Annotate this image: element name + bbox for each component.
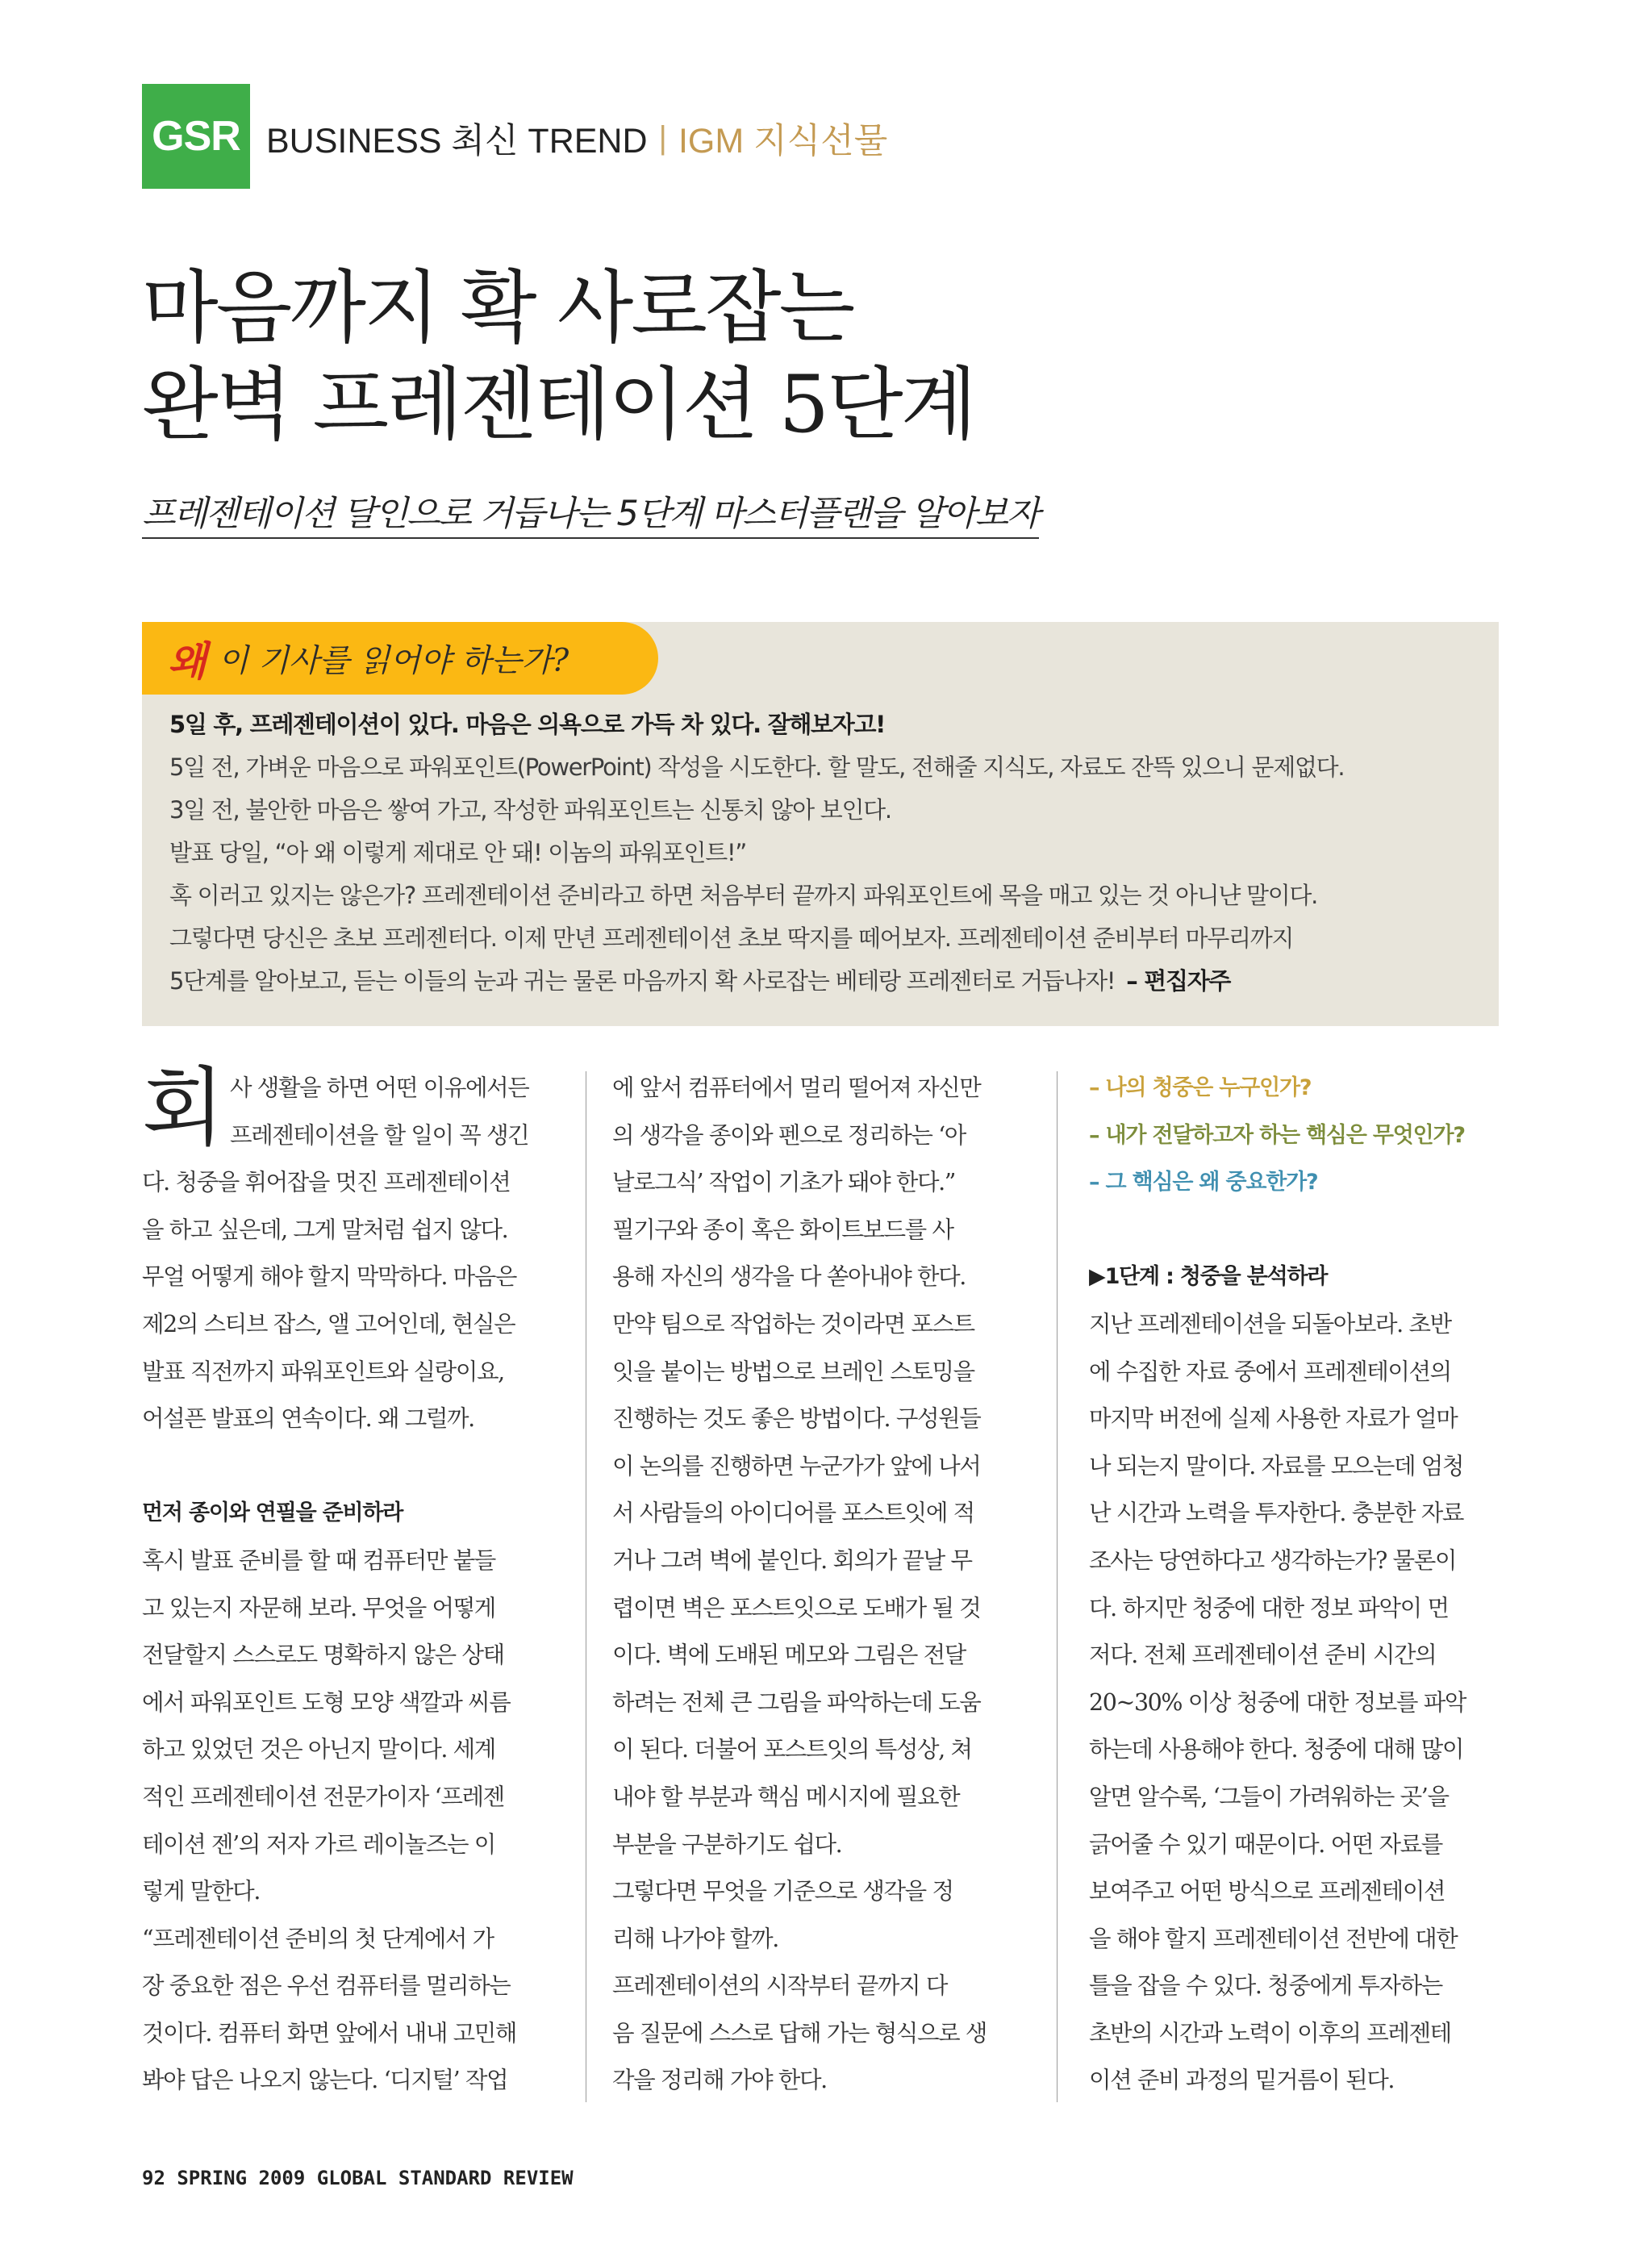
why-heading-tab [142, 622, 658, 695]
body-line: 그렇다면 무엇을 기준으로 생각을 정 [612, 1878, 953, 1905]
body-line: 의 생각을 종이와 펜으로 정리하는 ‘아 [612, 1121, 966, 1149]
body-line: 다. 청중을 휘어잡을 멋진 프레젠테이션 [142, 1169, 511, 1196]
body-line: 것이다. 컴퓨터 화면 앞에서 내내 고민해 [142, 2019, 517, 2047]
body-line: 거나 그려 벽에 붙인다. 회의가 끝날 무 [612, 1546, 972, 1574]
key-question-1: – 나의 청중은 누구인가? [1089, 1075, 1312, 1100]
step-1-heading: ▶1단계 : 청중을 분석하라 [1089, 1264, 1328, 1290]
column-2 [612, 1065, 1020, 2105]
why-word: 왜 [168, 637, 207, 685]
body-line: 발표 직전까지 파워포인트와 실랑이요, [142, 1358, 504, 1385]
body-line: 하려는 전체 큰 그림을 파악하는데 도움 [612, 1688, 981, 1716]
editor-credit: – 편집자주 [1126, 967, 1231, 995]
body-line: 이다. 벽에 도배된 메모와 그림은 전달 [612, 1642, 966, 1669]
body-line: 지난 프레젠테이션을 되돌아보라. 초반 [1089, 1310, 1451, 1337]
body-line: 내야 할 부분과 핵심 메시지에 필요한 [612, 1783, 960, 1810]
body-line: 저다. 전체 프레젠테이션 준비 시간의 [1089, 1642, 1437, 1669]
body-line: 렇게 말한다. [142, 1878, 260, 1905]
body-line: 무얼 어떻게 해야 할지 막막하다. 마음은 [142, 1263, 517, 1291]
intro-line: 5단계를 알아보고, 듣는 이들의 눈과 귀는 물론 마음까지 확 사로잡는 베테랑 프레젠터로 거듭나자! [169, 967, 1116, 995]
intro-line: 그렇다면 당신은 초보 프레젠터다. 이제 만년 프레젠테이션 초보 딱지를 떼어보자. 프레젠테이션 준비부터 마무리까지 [169, 924, 1294, 952]
body-line: 틀을 잡을 수 있다. 청중에게 투자하는 [1089, 1972, 1442, 2000]
body-line: 프레젠테이션의 시작부터 끝까지 다 [612, 1972, 947, 2000]
column-1 [142, 1058, 550, 2105]
key-question-3: – 그 핵심은 왜 중요한가? [1089, 1170, 1318, 1196]
body-line: 렵이면 벽은 포스트잇으로 도배가 될 것 [612, 1594, 981, 1621]
body-line: “프레젠테이션 준비의 첫 단계에서 가 [142, 1925, 494, 1952]
body-line: 난 시간과 노력을 투자한다. 충분한 자료 [1089, 1500, 1464, 1527]
intro-line: 혹 이러고 있지는 않은가? 프레젠테이션 준비라고 하면 처음부터 끝까지 파워포인트에 목을 매고 있는 것 아니냔 말이다. [169, 882, 1318, 909]
body-line: 보여주고 어떤 방식으로 프레젠테이션 [1089, 1878, 1446, 1905]
body-line: 적인 프레젠테이션 전문가이자 ‘프레젠 [142, 1783, 504, 1810]
body-line: 진행하는 것도 좋은 방법이다. 구성원들 [612, 1405, 981, 1433]
body-line: 이션 준비 과정의 밑거름이 된다. [1089, 2067, 1395, 2094]
body-line: 필기구와 종이 혹은 화이트보드를 사 [612, 1216, 953, 1243]
drop-cap: 회 [142, 1058, 223, 1158]
body-line: 이 논의를 진행하면 누군가가 앞에 나서 [612, 1452, 981, 1479]
column-divider [1057, 1071, 1058, 2102]
body-line: 제2의 스티브 잡스, 앨 고어인데, 현실은 [142, 1310, 515, 1337]
body-line: 이 된다. 더불어 포스트잇의 특성상, 쳐 [612, 1736, 972, 1763]
section-header [266, 110, 887, 166]
source-label: IGM 지식선물 [678, 121, 888, 161]
body-line: 다. 하지만 청중에 대한 정보 파악이 먼 [1089, 1594, 1449, 1621]
column-3 [1089, 1065, 1497, 2105]
why-heading-text: 이 기사를 읽어야 하는가? [218, 643, 569, 679]
intro-line: 5일 전, 가벼운 마음으로 파워포인트(PowerPoint) 작성을 시도한다. 할 말도, 전해줄 지식도, 자료도 잔뜩 있으니 문제없다. [169, 753, 1345, 781]
body-line: 서 사람들의 아이디어를 포스트잇에 적 [612, 1500, 974, 1527]
body-line: 조사는 당연하다고 생각하는가? 물론이 [1089, 1546, 1456, 1574]
gsr-logo: GSR [142, 84, 250, 189]
key-question-2: – 내가 전달하고자 하는 핵심은 무엇인가? [1089, 1122, 1465, 1148]
body-line: 봐야 답은 나오지 않는다. ‘디지털’ 작업 [142, 2067, 508, 2094]
body-line: 만약 팀으로 작업하는 것이라면 포스트 [612, 1310, 974, 1337]
title-line-2: 완벽 프레젠테이션 5단계 [142, 359, 975, 451]
page-footer: 92 SPRING 2009 GLOBAL STANDARD REVIEW [142, 2167, 574, 2189]
body-line: 하는데 사용해야 한다. 청중에 대해 많이 [1089, 1736, 1464, 1763]
body-line: 에 앞서 컴퓨터에서 멀리 떨어져 자신만 [612, 1075, 981, 1101]
body-line: 초반의 시간과 노력이 이후의 프레젠테 [1089, 2019, 1451, 2047]
body-line: 혹시 발표 준비를 할 때 컴퓨터만 붙들 [142, 1546, 495, 1574]
body-line: 하고 있었던 것은 아닌지 말이다. 세계 [142, 1736, 495, 1763]
intro-text [169, 703, 1476, 1003]
intro-line: 발표 당일, “아 왜 이렇게 제대로 안 돼! 이놈의 파워포인트!” [169, 839, 746, 866]
body-line: 20~30% 이상 청중에 대한 정보를 파악 [1089, 1688, 1466, 1716]
body-line: 잇을 붙이는 방법으로 브레인 스토밍을 [612, 1358, 974, 1385]
body-line: 긁어줄 수 있기 때문이다. 어떤 자료를 [1089, 1830, 1442, 1858]
body-line: 날로그식’ 작업이 기초가 돼야 한다.” [612, 1169, 955, 1196]
intro-line: 3일 전, 불안한 마음은 쌓여 가고, 작성한 파워포인트는 신통치 않아 보인다. [169, 796, 891, 824]
body-line: 각을 정리해 가야 한다. [612, 2067, 827, 2094]
body-line: 고 있는지 자문해 보라. 무엇을 어떻게 [142, 1594, 495, 1621]
body-line: 알면 알수록, ‘그들이 가려워하는 곳’을 [1089, 1783, 1449, 1810]
body-line: 을 해야 할지 프레젠테이션 전반에 대한 [1089, 1925, 1458, 1952]
body-line: 음 질문에 스스로 답해 가는 형식으로 생 [612, 2019, 987, 2047]
article-subtitle: 프레젠테이션 달인으로 거듭나는 5단계 마스터플랜을 알아보자 [142, 486, 1039, 539]
body-line: 프레젠테이션을 할 일이 꼭 생긴 [230, 1121, 529, 1149]
body-line: 전달할지 스스로도 명확하지 않은 상태 [142, 1642, 504, 1669]
body-line: 용해 자신의 생각을 다 쏟아내야 한다. [612, 1263, 966, 1291]
intro-lead: 5일 후, 프레젠테이션이 있다. 마음은 의욕으로 가득 차 있다. 잘해보자고! [169, 711, 886, 738]
title-line-1: 마음까지 확 사로잡는 [142, 262, 853, 354]
header-separator: | [658, 119, 667, 156]
body-line: 마지막 버전에 실제 사용한 자료가 얼마 [1089, 1405, 1458, 1433]
section-subheading: 먼저 종이와 연필을 준비하라 [142, 1500, 403, 1526]
body-line: 을 하고 싶은데, 그게 말처럼 쉽지 않다. [142, 1216, 508, 1243]
body-line: 테이션 젠’의 저자 가르 레이놀즈는 이 [142, 1830, 495, 1858]
body-line: 에 수집한 자료 중에서 프레젠테이션의 [1089, 1358, 1451, 1385]
body-line: 나 되는지 말이다. 자료를 모으는데 엄청 [1089, 1452, 1464, 1479]
body-line: 장 중요한 점은 우선 컴퓨터를 멀리하는 [142, 1972, 511, 2000]
intro-last-line [169, 960, 1476, 1003]
article-title [142, 260, 1513, 453]
body-line: 부분을 구분하기도 쉽다. [612, 1830, 842, 1858]
section-label: BUSINESS 최신 TREND [266, 121, 648, 161]
body-line: 리해 나가야 할까. [612, 1925, 778, 1952]
body-line: 사 생활을 하면 어떤 이유에서든 [230, 1075, 529, 1101]
body-line: 어설픈 발표의 연속이다. 왜 그럴까. [142, 1405, 474, 1433]
body-line: 에서 파워포인트 도형 모양 색깔과 씨름 [142, 1688, 511, 1716]
